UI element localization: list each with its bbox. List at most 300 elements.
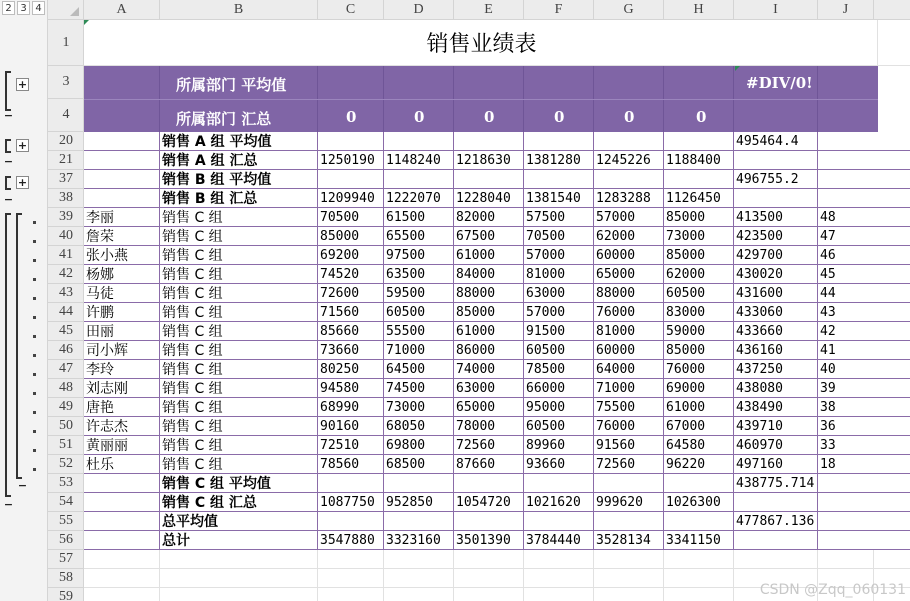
value-cell[interactable]: 88000: [454, 284, 524, 302]
group-cell[interactable]: 销售 C 组 平均值: [160, 474, 318, 492]
value-cell[interactable]: 1250190: [318, 151, 384, 169]
value-cell[interactable]: [454, 170, 524, 188]
rank-cell[interactable]: [818, 189, 874, 207]
column-header-g[interactable]: G: [594, 0, 664, 20]
column-header-i[interactable]: I: [734, 0, 818, 20]
value-cell[interactable]: 63000: [454, 379, 524, 397]
value-cell[interactable]: 74520: [318, 265, 384, 283]
rank-cell[interactable]: [818, 474, 874, 492]
row-header[interactable]: 21: [48, 151, 84, 170]
name-cell[interactable]: 詹荣: [84, 227, 160, 245]
rank-cell[interactable]: [818, 493, 874, 511]
outline-expand-button[interactable]: +: [17, 78, 28, 91]
total-cell[interactable]: [734, 151, 818, 169]
rank-cell[interactable]: 47: [820, 228, 836, 244]
value-cell[interactable]: 83000: [664, 303, 734, 321]
value-cell[interactable]: 59500: [384, 284, 454, 302]
value-cell[interactable]: 1228040: [454, 189, 524, 207]
row-header[interactable]: 57: [48, 550, 84, 569]
empty-cell[interactable]: [594, 588, 664, 601]
total-cell[interactable]: [734, 531, 818, 549]
value-cell[interactable]: 88000: [594, 284, 664, 302]
value-cell[interactable]: 61000: [664, 398, 734, 416]
total-cell[interactable]: 438775.714: [734, 474, 818, 492]
value-cell[interactable]: 60000: [594, 246, 664, 264]
group-cell[interactable]: 销售 C 组: [160, 303, 318, 321]
empty-cell[interactable]: [318, 588, 384, 601]
rank-cell[interactable]: 39: [820, 380, 836, 396]
header-avg-label[interactable]: 所属部门 平均值: [176, 76, 287, 94]
value-cell[interactable]: [664, 474, 734, 492]
rank-cell[interactable]: 44: [820, 285, 836, 301]
value-cell[interactable]: [594, 132, 664, 150]
value-cell[interactable]: 78560: [318, 455, 384, 473]
outline-expand-button[interactable]: +: [17, 176, 28, 189]
row-header[interactable]: 43: [48, 284, 84, 303]
name-cell[interactable]: 唐艳: [84, 398, 160, 416]
empty-cell[interactable]: [384, 588, 454, 601]
empty-cell[interactable]: [318, 569, 384, 587]
rank-cell[interactable]: 45: [820, 266, 836, 282]
value-cell[interactable]: 78000: [454, 417, 524, 435]
value-cell[interactable]: 60500: [524, 341, 594, 359]
value-cell[interactable]: 76000: [594, 303, 664, 321]
value-cell[interactable]: [594, 474, 664, 492]
value-cell[interactable]: 1283288: [594, 189, 664, 207]
value-cell[interactable]: 73660: [318, 341, 384, 359]
value-cell[interactable]: 85000: [318, 227, 384, 245]
group-cell[interactable]: 总平均值: [160, 512, 318, 530]
value-cell[interactable]: 61500: [384, 208, 454, 226]
row-header[interactable]: 59: [48, 588, 84, 601]
group-cell[interactable]: 销售 C 组: [160, 265, 318, 283]
empty-cell[interactable]: [318, 550, 384, 568]
rank-cell[interactable]: [818, 132, 874, 150]
value-cell[interactable]: 84000: [454, 265, 524, 283]
rank-cell[interactable]: 40: [820, 361, 836, 377]
value-cell[interactable]: 81000: [524, 265, 594, 283]
value-cell[interactable]: [384, 474, 454, 492]
value-cell[interactable]: 64000: [594, 360, 664, 378]
outline-collapse-button[interactable]: −: [3, 155, 14, 168]
name-cell[interactable]: [84, 189, 160, 207]
value-cell[interactable]: [454, 132, 524, 150]
total-cell[interactable]: 495464.4: [734, 132, 818, 150]
group-cell[interactable]: 销售 C 组: [160, 455, 318, 473]
value-cell[interactable]: [384, 132, 454, 150]
value-cell[interactable]: 97500: [384, 246, 454, 264]
rank-cell[interactable]: 48: [820, 209, 836, 225]
group-cell[interactable]: 销售 C 组: [160, 360, 318, 378]
total-cell[interactable]: [734, 493, 818, 511]
row-header[interactable]: 47: [48, 360, 84, 379]
total-cell[interactable]: 439710: [734, 417, 818, 435]
name-cell[interactable]: 张小燕: [84, 246, 160, 264]
value-cell[interactable]: [318, 474, 384, 492]
value-cell[interactable]: 3547880: [318, 531, 384, 549]
value-cell[interactable]: 59000: [664, 322, 734, 340]
row-header[interactable]: 4: [48, 99, 84, 132]
value-cell[interactable]: 69200: [318, 246, 384, 264]
outline-collapse-button[interactable]: −: [3, 498, 14, 511]
row-header[interactable]: 58: [48, 569, 84, 588]
value-cell[interactable]: 89960: [524, 436, 594, 454]
group-cell[interactable]: 销售 C 组: [160, 322, 318, 340]
empty-cell[interactable]: [594, 569, 664, 587]
value-cell[interactable]: 74500: [384, 379, 454, 397]
row-header[interactable]: 3: [48, 66, 84, 99]
value-cell[interactable]: 69800: [384, 436, 454, 454]
group-cell[interactable]: 总计: [160, 531, 318, 549]
row-header[interactable]: 44: [48, 303, 84, 322]
value-cell[interactable]: 63000: [524, 284, 594, 302]
rank-cell[interactable]: 41: [820, 342, 836, 358]
total-cell[interactable]: 429700: [734, 246, 818, 264]
value-cell[interactable]: [594, 170, 664, 188]
value-cell[interactable]: 85000: [664, 246, 734, 264]
row-header[interactable]: 20: [48, 132, 84, 151]
value-cell[interactable]: 60500: [664, 284, 734, 302]
rank-cell[interactable]: [818, 151, 874, 169]
name-cell[interactable]: 杜乐: [84, 455, 160, 473]
value-cell[interactable]: 72560: [454, 436, 524, 454]
value-cell[interactable]: 1026300: [664, 493, 734, 511]
value-cell[interactable]: 90160: [318, 417, 384, 435]
value-cell[interactable]: [384, 170, 454, 188]
rank-cell[interactable]: 46: [820, 247, 836, 263]
column-header-h[interactable]: H: [664, 0, 734, 20]
outline-collapse-button[interactable]: −: [3, 109, 14, 122]
value-cell[interactable]: [318, 512, 384, 530]
sheet-title-cell[interactable]: 销售业绩表: [84, 20, 878, 65]
column-header-a[interactable]: A: [84, 0, 160, 20]
value-cell[interactable]: 1222070: [384, 189, 454, 207]
empty-cell[interactable]: [594, 550, 664, 568]
row-header[interactable]: 1: [48, 20, 84, 66]
value-cell[interactable]: 85000: [664, 208, 734, 226]
value-cell[interactable]: 3501390: [454, 531, 524, 549]
value-cell[interactable]: 71560: [318, 303, 384, 321]
row-header[interactable]: 46: [48, 341, 84, 360]
value-cell[interactable]: 68500: [384, 455, 454, 473]
rank-cell[interactable]: 38: [820, 399, 836, 415]
value-cell[interactable]: [664, 170, 734, 188]
empty-cell[interactable]: [664, 569, 734, 587]
value-cell[interactable]: 65500: [384, 227, 454, 245]
empty-cell[interactable]: [84, 588, 160, 601]
value-cell[interactable]: 85000: [664, 341, 734, 359]
name-cell[interactable]: [84, 170, 160, 188]
select-all-corner[interactable]: [48, 0, 84, 20]
empty-cell[interactable]: [734, 550, 818, 568]
value-cell[interactable]: [454, 512, 524, 530]
empty-cell[interactable]: [454, 569, 524, 587]
value-cell[interactable]: 72510: [318, 436, 384, 454]
empty-cell[interactable]: [524, 550, 594, 568]
value-cell[interactable]: 60500: [524, 417, 594, 435]
total-cell[interactable]: 433660: [734, 322, 818, 340]
total-cell[interactable]: 431600: [734, 284, 818, 302]
value-cell[interactable]: 70500: [318, 208, 384, 226]
value-cell[interactable]: 70500: [524, 227, 594, 245]
row-header[interactable]: 51: [48, 436, 84, 455]
empty-cell[interactable]: [384, 569, 454, 587]
value-cell[interactable]: [664, 512, 734, 530]
value-cell[interactable]: 64500: [384, 360, 454, 378]
outline-expand-button[interactable]: +: [17, 139, 28, 152]
value-cell[interactable]: 78500: [524, 360, 594, 378]
header-zero-c[interactable]: 0: [346, 108, 357, 126]
value-cell[interactable]: 95000: [524, 398, 594, 416]
value-cell[interactable]: 94580: [318, 379, 384, 397]
column-header-e[interactable]: E: [454, 0, 524, 20]
value-cell[interactable]: [524, 474, 594, 492]
value-cell[interactable]: [318, 170, 384, 188]
row-header[interactable]: 45: [48, 322, 84, 341]
name-cell[interactable]: [84, 531, 160, 549]
value-cell[interactable]: 57500: [524, 208, 594, 226]
row-header[interactable]: 53: [48, 474, 84, 493]
value-cell[interactable]: 1021620: [524, 493, 594, 511]
total-cell[interactable]: 497160: [734, 455, 818, 473]
empty-cell[interactable]: [524, 569, 594, 587]
header-zero-e[interactable]: 0: [484, 108, 495, 126]
value-cell[interactable]: 1245226: [594, 151, 664, 169]
name-cell[interactable]: 司小辉: [84, 341, 160, 359]
value-cell[interactable]: 55500: [384, 322, 454, 340]
value-cell[interactable]: 1209940: [318, 189, 384, 207]
group-cell[interactable]: 销售 C 组: [160, 341, 318, 359]
column-header-f[interactable]: F: [524, 0, 594, 20]
name-cell[interactable]: [84, 474, 160, 492]
value-cell[interactable]: 68990: [318, 398, 384, 416]
value-cell[interactable]: 67000: [664, 417, 734, 435]
value-cell[interactable]: 85000: [454, 303, 524, 321]
name-cell[interactable]: 许鹏: [84, 303, 160, 321]
value-cell[interactable]: 74000: [454, 360, 524, 378]
value-cell[interactable]: 1148240: [384, 151, 454, 169]
total-cell[interactable]: 436160: [734, 341, 818, 359]
name-cell[interactable]: 刘志刚: [84, 379, 160, 397]
empty-cell[interactable]: [454, 588, 524, 601]
value-cell[interactable]: 80250: [318, 360, 384, 378]
column-header-c[interactable]: C: [318, 0, 384, 20]
value-cell[interactable]: [524, 512, 594, 530]
value-cell[interactable]: 65000: [454, 398, 524, 416]
row-header[interactable]: 41: [48, 246, 84, 265]
value-cell[interactable]: 60500: [384, 303, 454, 321]
name-cell[interactable]: [84, 512, 160, 530]
row-header[interactable]: 39: [48, 208, 84, 227]
header-zero-d[interactable]: 0: [414, 108, 425, 126]
name-cell[interactable]: 田丽: [84, 322, 160, 340]
outline-level-4-button[interactable]: 4: [32, 1, 45, 15]
rank-cell[interactable]: 36: [820, 418, 836, 434]
name-cell[interactable]: 黄丽丽: [84, 436, 160, 454]
empty-cell[interactable]: [160, 588, 318, 601]
empty-cell[interactable]: [664, 588, 734, 601]
column-header-d[interactable]: D: [384, 0, 454, 20]
value-cell[interactable]: 57000: [524, 246, 594, 264]
value-cell[interactable]: 68050: [384, 417, 454, 435]
value-cell[interactable]: 67500: [454, 227, 524, 245]
value-cell[interactable]: 62000: [664, 265, 734, 283]
total-cell[interactable]: 477867.136: [734, 512, 818, 530]
header-sum-label[interactable]: 所属部门 汇总: [176, 110, 272, 128]
value-cell[interactable]: [384, 512, 454, 530]
value-cell[interactable]: 81000: [594, 322, 664, 340]
value-cell[interactable]: 93660: [524, 455, 594, 473]
value-cell[interactable]: [664, 132, 734, 150]
group-cell[interactable]: 销售 A 组 平均值: [160, 132, 318, 150]
row-header[interactable]: 54: [48, 493, 84, 512]
row-header[interactable]: 48: [48, 379, 84, 398]
value-cell[interactable]: [454, 474, 524, 492]
value-cell[interactable]: 65000: [594, 265, 664, 283]
value-cell[interactable]: 1218630: [454, 151, 524, 169]
header-zero-g[interactable]: 0: [624, 108, 635, 126]
outline-level-2-button[interactable]: 2: [2, 1, 15, 15]
value-cell[interactable]: 952850: [384, 493, 454, 511]
group-cell[interactable]: 销售 C 组: [160, 227, 318, 245]
column-header-b[interactable]: B: [160, 0, 318, 20]
rank-cell[interactable]: [818, 531, 874, 549]
column-header-j[interactable]: J: [818, 0, 874, 20]
row-header[interactable]: 42: [48, 265, 84, 284]
value-cell[interactable]: 75500: [594, 398, 664, 416]
empty-cell[interactable]: [384, 550, 454, 568]
value-cell[interactable]: 1188400: [664, 151, 734, 169]
value-cell[interactable]: 91560: [594, 436, 664, 454]
group-cell[interactable]: 销售 A 组 汇总: [160, 151, 318, 169]
value-cell[interactable]: 1126450: [664, 189, 734, 207]
empty-cell[interactable]: [818, 550, 874, 568]
total-cell[interactable]: 437250: [734, 360, 818, 378]
empty-cell[interactable]: [524, 588, 594, 601]
value-cell[interactable]: 61000: [454, 322, 524, 340]
value-cell[interactable]: 64580: [664, 436, 734, 454]
name-cell[interactable]: 杨娜: [84, 265, 160, 283]
value-cell[interactable]: 82000: [454, 208, 524, 226]
value-cell[interactable]: 96220: [664, 455, 734, 473]
total-cell[interactable]: 438080: [734, 379, 818, 397]
value-cell[interactable]: 57000: [524, 303, 594, 321]
value-cell[interactable]: 72560: [594, 455, 664, 473]
name-cell[interactable]: 许志杰: [84, 417, 160, 435]
value-cell[interactable]: 1381540: [524, 189, 594, 207]
group-cell[interactable]: 销售 C 组: [160, 436, 318, 454]
name-cell[interactable]: [84, 132, 160, 150]
name-cell[interactable]: [84, 493, 160, 511]
value-cell[interactable]: 73000: [664, 227, 734, 245]
outline-level-3-button[interactable]: 3: [17, 1, 30, 15]
value-cell[interactable]: 86000: [454, 341, 524, 359]
group-cell[interactable]: 销售 B 组 汇总: [160, 189, 318, 207]
empty-cell[interactable]: [84, 550, 160, 568]
total-cell[interactable]: 438490: [734, 398, 818, 416]
total-cell[interactable]: 430020: [734, 265, 818, 283]
header-zero-h[interactable]: 0: [696, 108, 707, 126]
group-cell[interactable]: 销售 C 组: [160, 417, 318, 435]
empty-cell[interactable]: [84, 569, 160, 587]
rank-cell[interactable]: 18: [820, 456, 836, 472]
value-cell[interactable]: 61000: [454, 246, 524, 264]
group-cell[interactable]: 销售 C 组: [160, 246, 318, 264]
value-cell[interactable]: 76000: [594, 417, 664, 435]
total-cell[interactable]: [734, 189, 818, 207]
outline-collapse-button[interactable]: −: [17, 479, 28, 492]
total-cell[interactable]: 460970: [734, 436, 818, 454]
group-cell[interactable]: 销售 C 组: [160, 208, 318, 226]
value-cell[interactable]: 60000: [594, 341, 664, 359]
name-cell[interactable]: [84, 151, 160, 169]
rank-cell[interactable]: [818, 170, 874, 188]
value-cell[interactable]: 76000: [664, 360, 734, 378]
group-cell[interactable]: 销售 C 组: [160, 398, 318, 416]
value-cell[interactable]: 69000: [664, 379, 734, 397]
group-cell[interactable]: 销售 C 组: [160, 284, 318, 302]
value-cell[interactable]: 1381280: [524, 151, 594, 169]
row-header[interactable]: 50: [48, 417, 84, 436]
value-cell[interactable]: 85660: [318, 322, 384, 340]
empty-cell[interactable]: [160, 569, 318, 587]
group-cell[interactable]: 销售 C 组: [160, 379, 318, 397]
row-header[interactable]: 52: [48, 455, 84, 474]
value-cell[interactable]: 71000: [384, 341, 454, 359]
value-cell[interactable]: 3341150: [664, 531, 734, 549]
group-cell[interactable]: 销售 B 组 平均值: [160, 170, 318, 188]
value-cell[interactable]: [318, 132, 384, 150]
value-cell[interactable]: 62000: [594, 227, 664, 245]
row-header[interactable]: 55: [48, 512, 84, 531]
row-header[interactable]: 49: [48, 398, 84, 417]
rank-cell[interactable]: 43: [820, 304, 836, 320]
value-cell[interactable]: 73000: [384, 398, 454, 416]
value-cell[interactable]: 3323160: [384, 531, 454, 549]
row-header[interactable]: 38: [48, 189, 84, 208]
row-header[interactable]: 40: [48, 227, 84, 246]
value-cell[interactable]: 1054720: [454, 493, 524, 511]
value-cell[interactable]: 66000: [524, 379, 594, 397]
header-zero-f[interactable]: 0: [554, 108, 565, 126]
value-cell[interactable]: 91500: [524, 322, 594, 340]
total-cell[interactable]: 496755.2: [734, 170, 818, 188]
row-header[interactable]: 37: [48, 170, 84, 189]
value-cell[interactable]: 87660: [454, 455, 524, 473]
empty-cell[interactable]: [160, 550, 318, 568]
outline-collapse-button[interactable]: −: [3, 193, 14, 206]
total-cell[interactable]: 433060: [734, 303, 818, 321]
value-cell[interactable]: 1087750: [318, 493, 384, 511]
header-div-error[interactable]: #DIV/0!: [746, 74, 813, 92]
value-cell[interactable]: 999620: [594, 493, 664, 511]
name-cell[interactable]: 李玲: [84, 360, 160, 378]
value-cell[interactable]: 63500: [384, 265, 454, 283]
empty-cell[interactable]: [454, 550, 524, 568]
value-cell[interactable]: [524, 132, 594, 150]
rank-cell[interactable]: 33: [820, 437, 836, 453]
value-cell[interactable]: 3784440: [524, 531, 594, 549]
name-cell[interactable]: 马徒: [84, 284, 160, 302]
name-cell[interactable]: 李丽: [84, 208, 160, 226]
total-cell[interactable]: 423500: [734, 227, 818, 245]
value-cell[interactable]: 71000: [594, 379, 664, 397]
group-cell[interactable]: 销售 C 组 汇总: [160, 493, 318, 511]
total-cell[interactable]: 413500: [734, 208, 818, 226]
value-cell[interactable]: 57000: [594, 208, 664, 226]
rank-cell[interactable]: [818, 512, 874, 530]
row-header[interactable]: 56: [48, 531, 84, 550]
